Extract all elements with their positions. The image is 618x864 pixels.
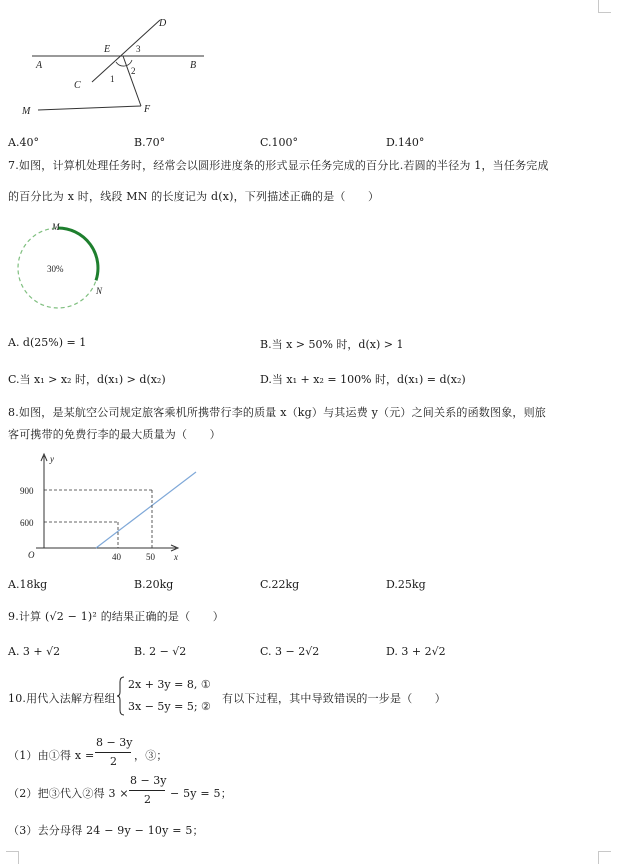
q7-option-a: A. d(25%) = 1 xyxy=(8,336,87,349)
q10-step2-suffix: − 5y = 5； xyxy=(170,787,232,800)
q8-function-graph xyxy=(14,450,214,570)
q10-stem-a: 10.用代入法解方程组 xyxy=(8,692,116,705)
angle-arc xyxy=(116,60,132,66)
label-m: M xyxy=(22,106,31,117)
corner-mark-bottom-right xyxy=(598,851,611,864)
segment-mf xyxy=(38,106,141,110)
label-c: C xyxy=(74,80,81,91)
progress-arc xyxy=(58,228,98,280)
q9-option-b: B. 2 − √2 xyxy=(134,645,187,658)
q6-option-a: A.40° xyxy=(8,136,39,149)
q7-stem-line2: 的百分比为 x 时，线段 MN 的长度记为 d(x)，下列描述正确的是（ ） xyxy=(8,190,380,203)
q6-option-c: C.100° xyxy=(260,136,299,149)
q9-option-c: C. 3 − 2√2 xyxy=(260,645,320,658)
label-n-point: N xyxy=(96,286,103,296)
label-e: E xyxy=(104,44,111,55)
q10-step1-denominator: 2 xyxy=(110,755,117,768)
axis-label-y: y xyxy=(50,454,54,464)
q8-option-c: C.22kg xyxy=(260,578,300,591)
segment-ef xyxy=(123,56,141,106)
label-b: B xyxy=(190,60,197,71)
q10-step1-fraction-bar xyxy=(95,752,131,753)
q10-equation-2: 3x − 5y = 5; ② xyxy=(128,700,211,713)
q10-step2-fraction-bar xyxy=(129,790,165,791)
q9-stem: 9.计算 (√2 − 1)² 的结果正确的是（ ） xyxy=(8,610,224,623)
label-a: A xyxy=(36,60,43,71)
q6-geometry-figure xyxy=(18,12,218,122)
q10-step2-denominator: 2 xyxy=(144,793,151,806)
corner-mark-top-right xyxy=(598,0,611,13)
q10-step3: （3）去分母得 24 − 9y − 10y = 5； xyxy=(8,824,204,837)
corner-mark-bottom-left xyxy=(6,851,19,864)
q6-option-b: B.70° xyxy=(134,136,166,149)
q6-option-d: D.140° xyxy=(386,136,425,149)
label-angle-2: 2 xyxy=(131,66,136,76)
q8-stem-line1: 8.如图，是某航空公司规定旅客乘机所携带行李的质量 x（kg）与其运费 y（元）之间关系的函数图象，则旅 xyxy=(8,406,547,419)
q7-progress-circle-figure xyxy=(10,222,120,312)
cost-line xyxy=(96,472,196,548)
tick-50: 50 xyxy=(146,552,155,562)
progress-percent: 30% xyxy=(47,264,64,274)
q8-option-a: A.18kg xyxy=(8,578,48,591)
q9-option-d: D. 3 + 2√2 xyxy=(386,645,446,658)
q8-option-d: D.25kg xyxy=(386,578,426,591)
tick-900: 900 xyxy=(20,486,34,496)
label-m-point: M xyxy=(52,222,60,232)
q10-step1-suffix: ，③； xyxy=(134,749,168,762)
q7-option-c: C.当 x₁ > x₂ 时，d(x₁) > d(x₂) xyxy=(8,373,166,386)
tick-40: 40 xyxy=(112,552,121,562)
label-f: F xyxy=(144,104,151,115)
tick-600: 600 xyxy=(20,518,34,528)
q10-system-brace xyxy=(116,676,126,716)
label-angle-1: 1 xyxy=(110,74,115,84)
q7-stem-line1: 7.如图，计算机处理任务时，经常会以圆形进度条的形式显示任务完成的百分比.若圆的半径为 1，当任务完成 xyxy=(8,159,549,172)
label-angle-3: 3 xyxy=(136,44,141,54)
axis-label-x: x xyxy=(174,552,178,562)
q7-option-b: B.当 x > 50% 时，d(x) > 1 xyxy=(260,338,404,351)
origin-label: O xyxy=(28,550,35,560)
q10-stem-b: 有以下过程，其中导致错误的一步是（ ） xyxy=(222,692,446,705)
label-d: D xyxy=(159,18,167,29)
q7-option-d: D.当 x₁ + x₂ = 100% 时，d(x₁) = d(x₂) xyxy=(260,373,466,386)
q10-step2-numerator: 8 − 3y xyxy=(130,774,167,787)
q10-step2-prefix: （2）把③代入②得 3 × xyxy=(8,787,129,800)
line-cd xyxy=(92,20,160,82)
q9-option-a: A. 3 + √2 xyxy=(8,645,61,658)
q8-stem-line2: 客可携带的免费行李的最大质量为（ ） xyxy=(8,428,221,441)
q10-step1-prefix: （1）由①得 x = xyxy=(8,749,95,762)
q10-step1-numerator: 8 − 3y xyxy=(96,736,133,749)
q8-option-b: B.20kg xyxy=(134,578,174,591)
q10-equation-1: 2x + 3y = 8, ① xyxy=(128,678,211,691)
